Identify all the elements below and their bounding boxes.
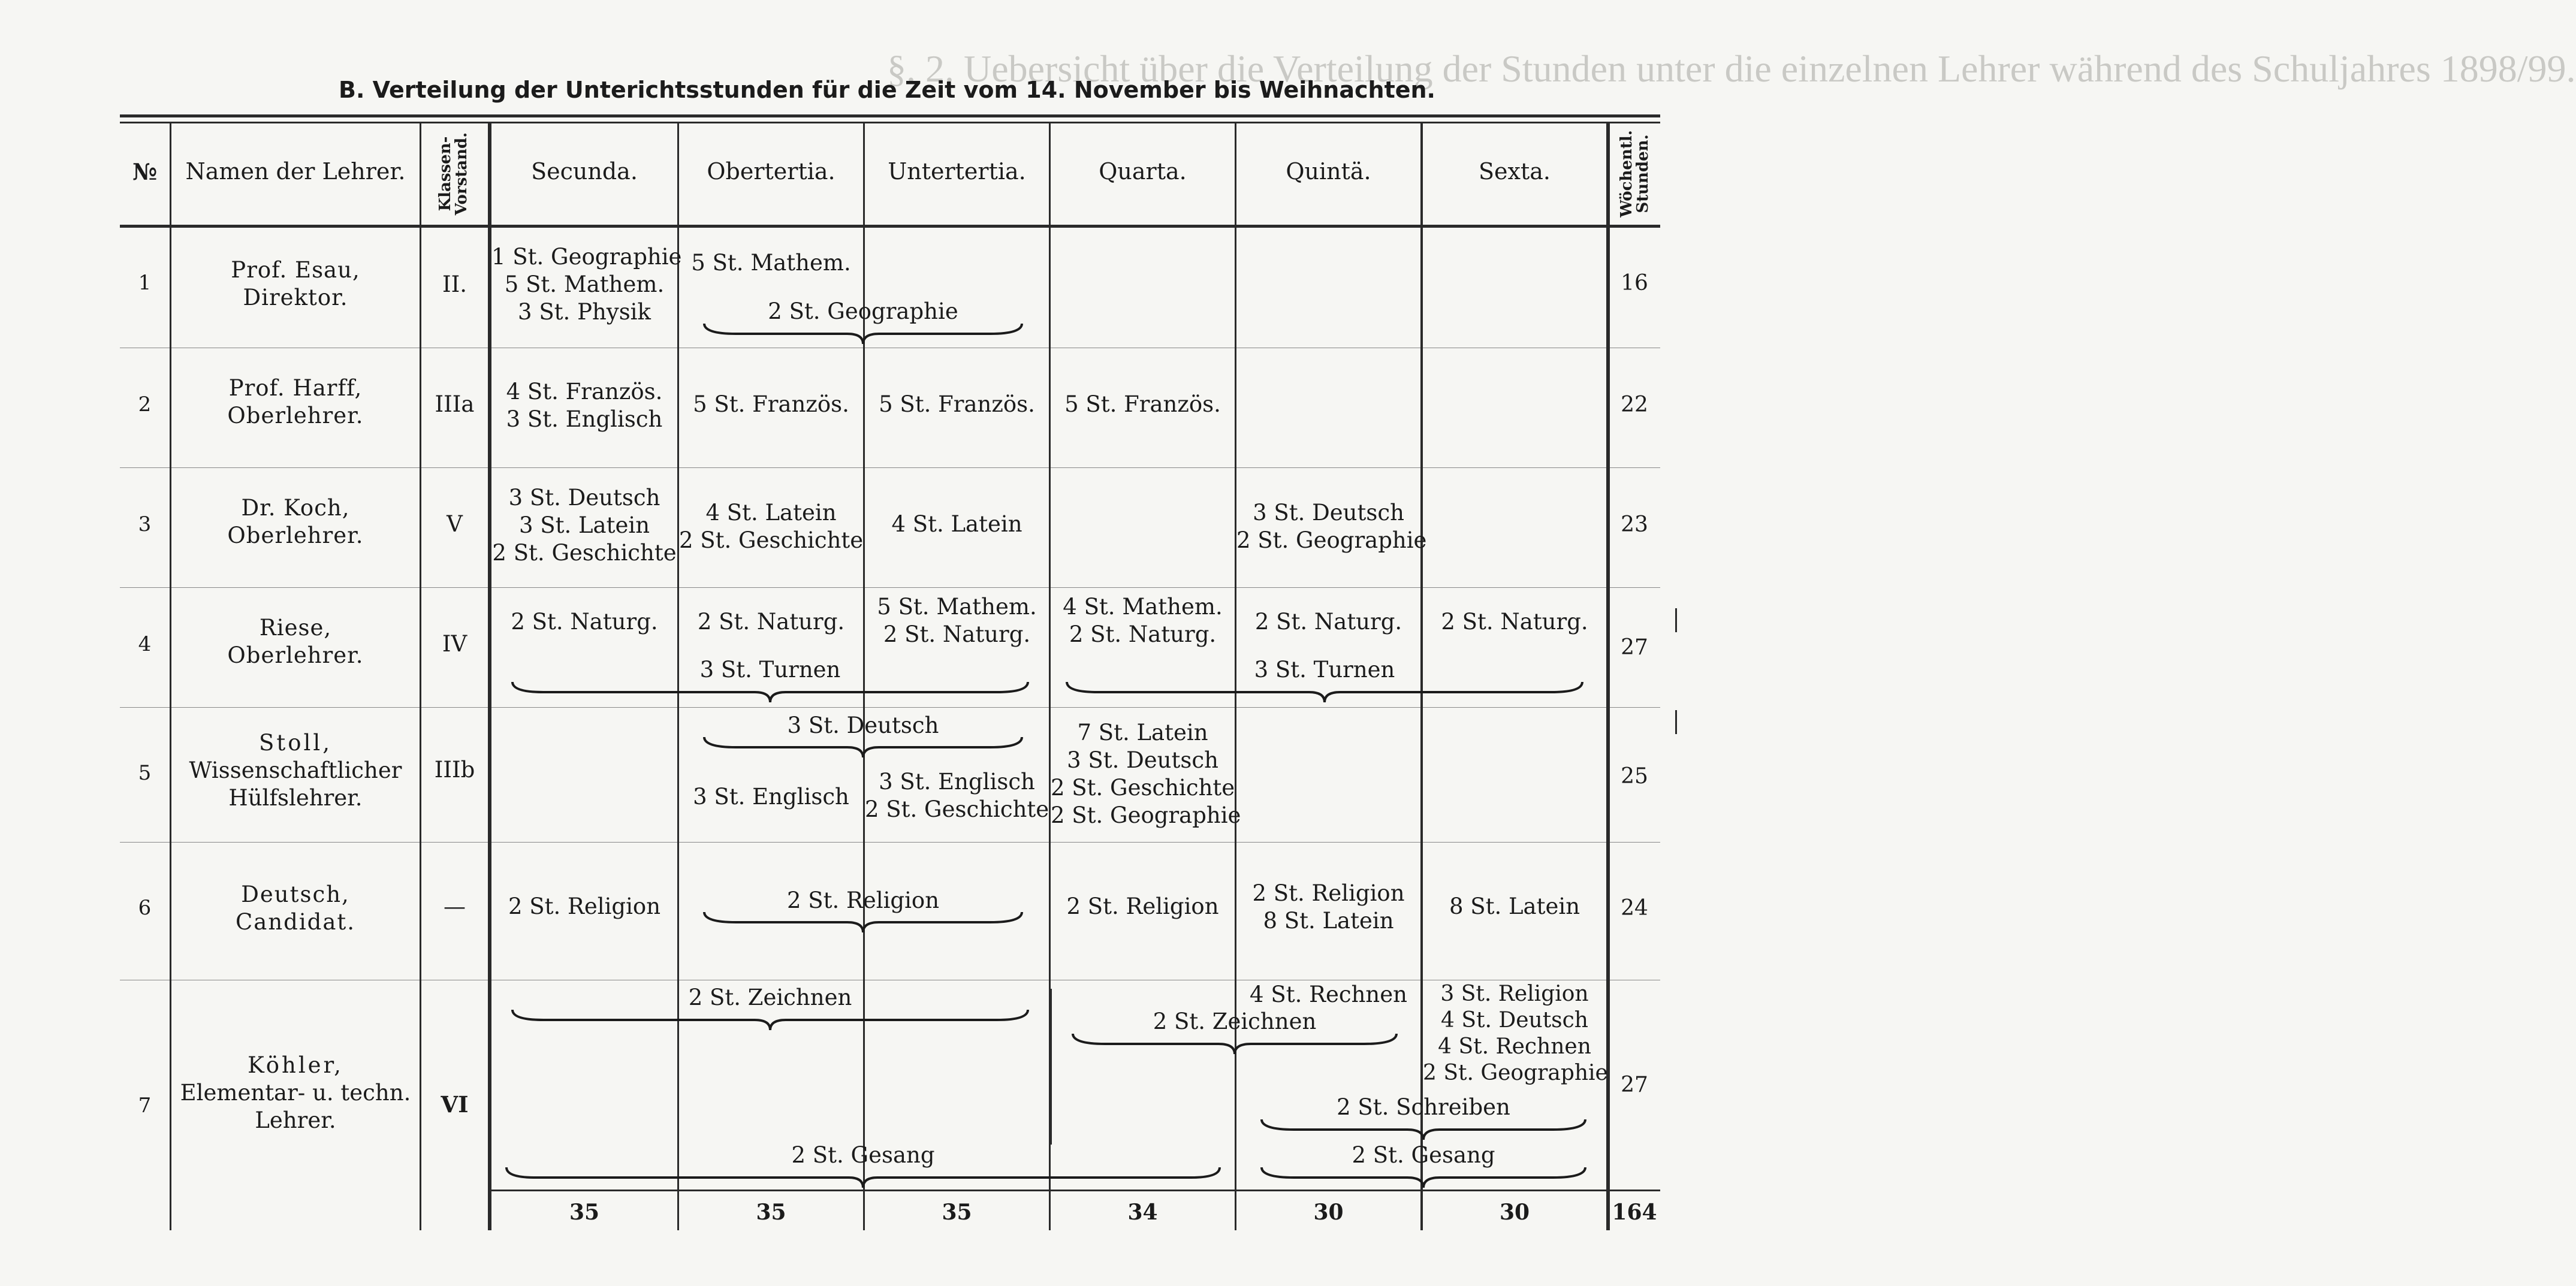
cell-untertertia: 4 St. Latein (891, 511, 1022, 537)
cell-secunda: 4 St. Französ. 3 St. Englisch (506, 379, 663, 432)
row-number: 2 (138, 393, 152, 416)
ghost-header: §. 2. Uebersicht über die Verteilung der Stunden unter die einzelnen Lehrer während des Schuljahres 1898/99. (887, 47, 2576, 90)
weekly-total: 27 (1621, 635, 1648, 660)
header-woechentl-stunden: Wöchentl. Stunden. (1618, 130, 1652, 218)
brace-label: 3 St. Turnen (1254, 657, 1395, 683)
teacher-name: Dr. Koch, Oberlehrer. (227, 495, 364, 548)
brace-label: 2 St. Zeichnen (688, 985, 852, 1010)
header-name: Namen der Lehrer. (185, 158, 406, 185)
header-sexta: Sexta. (1479, 158, 1551, 185)
total-secunda: 35 (569, 1200, 600, 1225)
teacher-name: Prof. Esau, Direktor. (231, 257, 360, 310)
row-rule (120, 707, 1660, 708)
curly-brace (506, 1167, 1220, 1188)
top-rule (120, 114, 1660, 117)
row-number: 1 (138, 271, 152, 295)
row-number: 4 (138, 632, 152, 656)
cell-obertertia: 3 St. Englisch (693, 784, 849, 810)
cell-untertertia: 3 St. Englisch 2 St. Geschichte (865, 769, 1049, 822)
teacher-name: Riese, Oberlehrer. (227, 615, 364, 668)
column-stub (1049, 989, 1052, 1145)
total-sexta: 30 (1499, 1200, 1530, 1225)
header-quinta: Quintä. (1286, 158, 1371, 185)
cell-obertertia: 4 St. Latein 2 St. Geschichte (679, 500, 864, 553)
row-number: 6 (138, 896, 152, 920)
header-obertertia: Obertertia. (707, 158, 835, 185)
cell-secunda: 3 St. Deutsch 3 St. Latein 2 St. Geschichte (492, 485, 677, 566)
cell-secunda: 1 St. Geographie 5 St. Mathem. 3 St. Physik (491, 244, 682, 325)
teacher-name: Prof. Harff, Oberlehrer. (227, 375, 364, 428)
curly-brace (512, 682, 1028, 702)
totals-rule (491, 1190, 1660, 1191)
curly-brace (1262, 1119, 1585, 1140)
total-obertertia: 35 (756, 1200, 786, 1225)
curly-brace (1262, 1167, 1585, 1188)
cell-quarta: 2 St. Religion (1066, 893, 1219, 919)
cell-obertertia: 5 St. Französ. (693, 391, 849, 417)
cell-untertertia: 5 St. Mathem. 2 St. Naturg. (877, 594, 1037, 647)
weekly-total: 22 (1621, 393, 1648, 417)
header-klassen-vorstand: Klassen- Vorstand. (436, 132, 470, 216)
header-rule (120, 225, 1660, 228)
brace-label: 3 St. Deutsch (787, 713, 939, 738)
curly-brace (704, 912, 1022, 932)
cell-quinta: 2 St. Naturg. (1254, 609, 1402, 635)
brace-label: 3 St. Turnen (699, 657, 841, 683)
grand-total: 164 (1612, 1200, 1657, 1225)
cell-untertertia: 5 St. Französ. (879, 391, 1035, 417)
weekly-total: 23 (1621, 512, 1648, 537)
teacher-name: Köhler, Elementar- u. techn. Lehrer. (180, 1052, 411, 1133)
class-head: II. (442, 271, 467, 297)
top-rule-2 (120, 122, 1660, 123)
cell-obertertia: 2 St. Naturg. (697, 609, 845, 635)
cell-quarta: 4 St. Mathem. 2 St. Naturg. (1063, 594, 1223, 647)
cell-sexta: 8 St. Latein (1449, 893, 1580, 919)
teacher-name: Stoll, Wissenschaftlicher Hülfslehrer. (189, 730, 402, 811)
weekly-total: 24 (1621, 896, 1648, 920)
page-title: B. Verteilung der Unterichtsstunden für die Zeit vom 14. November bis Weihnachten. (338, 77, 1435, 103)
header-no: № (132, 158, 158, 185)
brace-label: 2 St. Schreiben (1337, 1094, 1510, 1120)
curly-brace (512, 1010, 1028, 1030)
row-rule (120, 467, 1660, 468)
cell-quarta: 5 St. Französ. (1064, 391, 1221, 417)
cell-obertertia: 5 St. Mathem. (691, 250, 851, 276)
cell-quinta: 3 St. Deutsch 2 St. Geographie (1236, 500, 1427, 553)
row-number: 5 (138, 761, 152, 785)
total-quarta: 34 (1127, 1200, 1158, 1225)
teacher-name: Deutsch, Candidat. (235, 882, 356, 935)
cell-quinta: 2 St. Religion 8 St. Latein (1252, 880, 1405, 934)
brace-label: 2 St. Geographie (768, 298, 958, 324)
header-untertertia: Untertertia. (888, 158, 1026, 185)
brace-label: 2 St. Gesang (791, 1142, 935, 1168)
cell-sexta: 2 St. Naturg. (1441, 609, 1588, 635)
row-number: 7 (138, 1094, 152, 1118)
curly-brace (704, 737, 1022, 757)
brace-label: 2 St. Gesang (1352, 1142, 1495, 1168)
cell-sexta: 3 St. Religion 4 St. Deutsch 4 St. Rechnen 2 St. Geographie (1423, 982, 1608, 1085)
margin-mark (1675, 608, 1677, 632)
class-head: — (444, 893, 466, 919)
brace-label: 2 St. Zeichnen (1153, 1009, 1317, 1034)
total-quinta: 30 (1313, 1200, 1344, 1225)
row-number: 3 (138, 512, 152, 536)
weekly-total: 16 (1621, 271, 1648, 295)
cell-secunda: 2 St. Religion (508, 893, 661, 919)
curly-brace (1067, 682, 1582, 702)
row-rule (120, 587, 1660, 588)
total-untertertia: 35 (942, 1200, 972, 1225)
class-head: IIIb (434, 757, 475, 783)
weekly-total: 25 (1621, 764, 1648, 789)
curly-brace (704, 324, 1022, 344)
curly-brace (1073, 1034, 1396, 1054)
cell-secunda: 2 St. Naturg. (511, 609, 658, 635)
class-head: V (447, 511, 463, 537)
header-secunda: Secunda. (531, 158, 638, 185)
class-head: VI (441, 1091, 469, 1118)
cell-quarta: 7 St. Latein 3 St. Deutsch 2 St. Geschichte 2 St. Geographie (1051, 720, 1241, 828)
header-quarta: Quarta. (1099, 158, 1187, 185)
class-head: IV (442, 631, 467, 657)
weekly-total: 27 (1621, 1073, 1648, 1097)
cell-quinta: 4 St. Rechnen (1250, 982, 1407, 1007)
brace-label: 2 St. Religion (786, 887, 940, 913)
class-head: IIIa (435, 391, 475, 417)
margin-mark (1675, 710, 1677, 734)
row-rule (120, 842, 1660, 843)
